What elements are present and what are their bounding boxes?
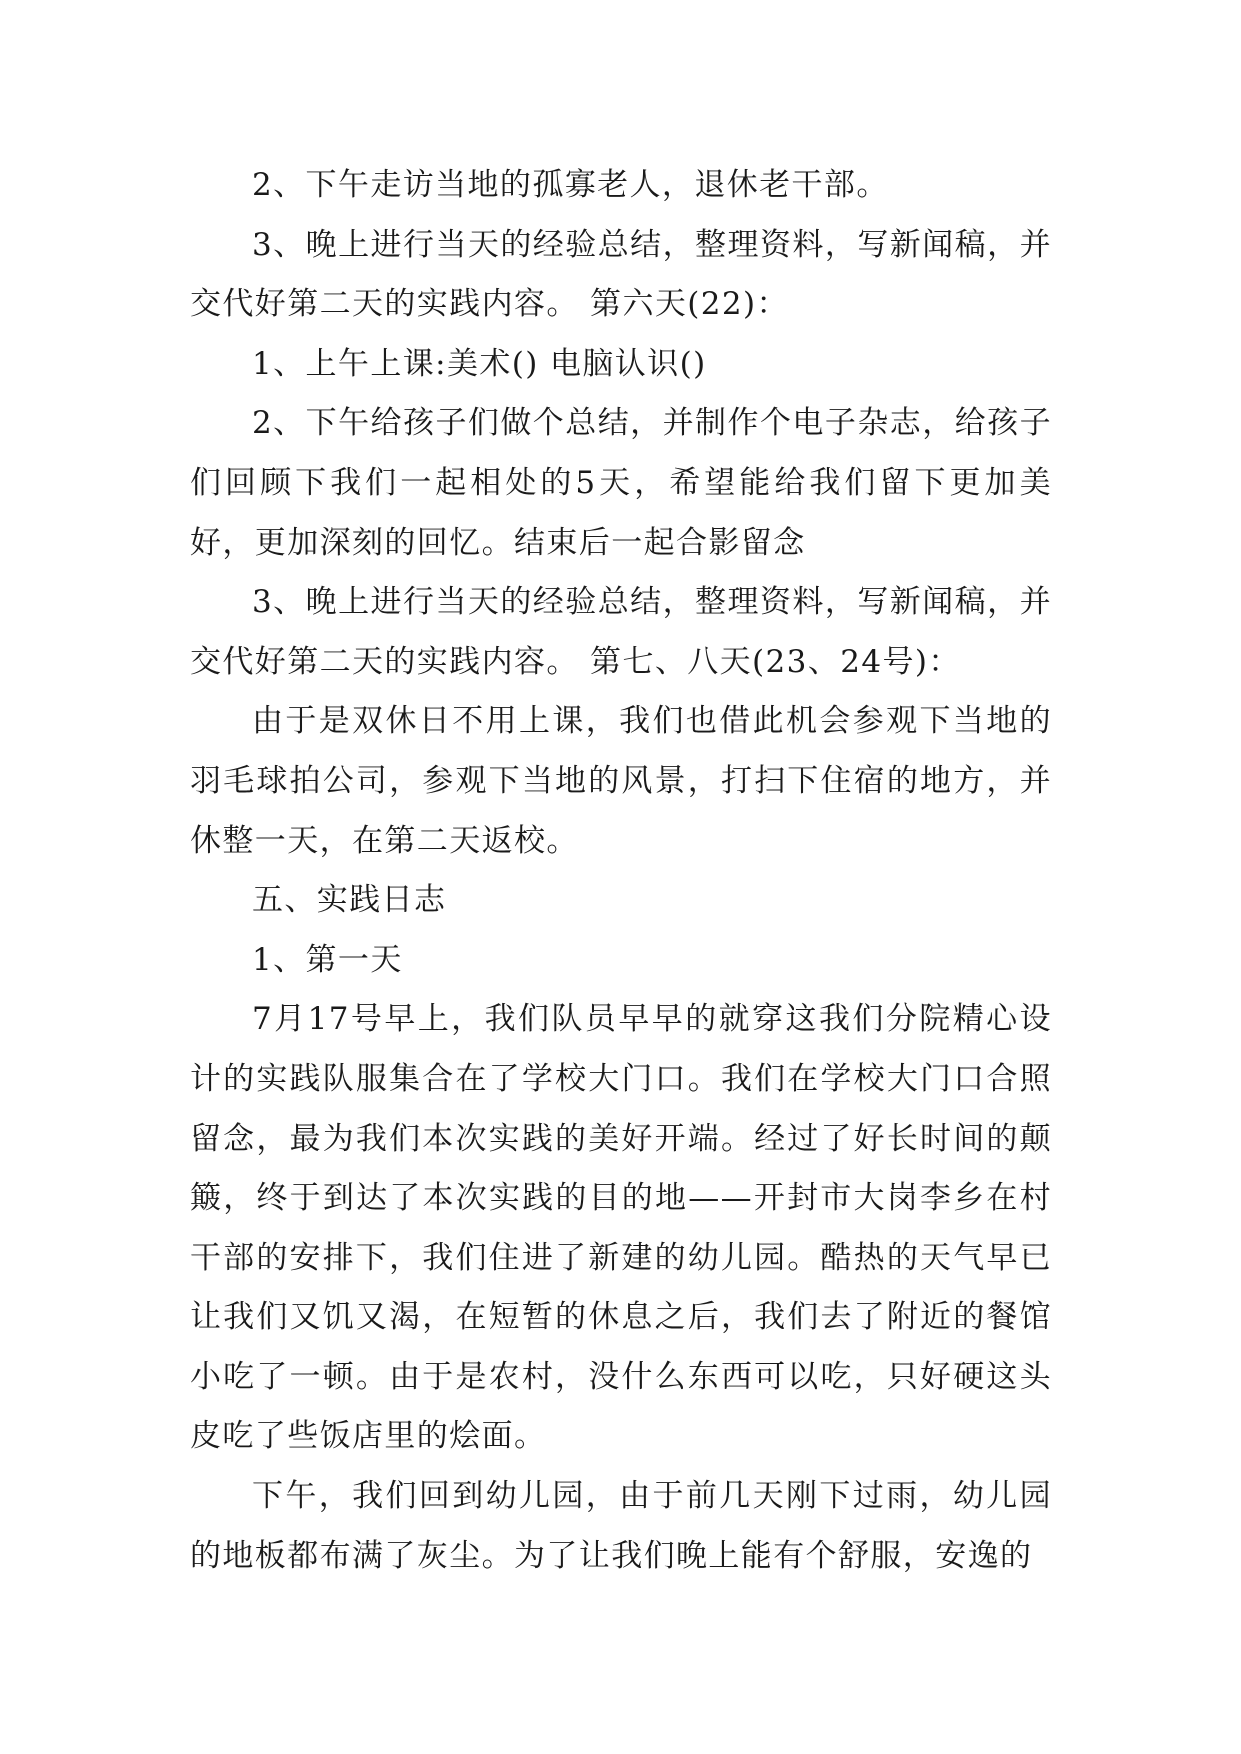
paragraph-weekend-plan: 由于是双休日不用上课，我们也借此机会参观下当地的羽毛球拍公司，参观下当地的风景，打扫下住宿的地方，并休整一天，在第二天返校。 (190, 703, 1052, 859)
subheading-day-one: 1、第一天 (252, 941, 403, 978)
paragraph-afternoon-visit: 2、下午走访当地的孤寡老人，退休老干部。 (252, 167, 889, 203)
paragraph-day-one-morning: 7月17号早上，我们队员早早的就穿这我们分院精心设计的实践队服集合在了学校大门口。我们在学校大门口合照留念，最为我们本次实践的美好开端。经过了好长时间的颠簸，终于到达了本次实践的目的地——开封市大岗李乡在村干部的安排下，我们住进了新建的幼儿园。酷热的天气早已让我们又饥又渴，在短暂的休息之后，我们去了附近的餐馆小吃了一顿。由于是农村，没什么东西可以吃，只好硬这头皮吃了些饭店里的烩面。 (190, 1001, 1052, 1455)
paragraph-day-one-afternoon: 下午，我们回到幼儿园，由于前几天刚下过雨，幼儿园的地板都布满了灰尘。为了让我们晚上能有个舒服，安逸的 (190, 1478, 1052, 1574)
paragraph-morning-class: 1、上午上课:美术() 电脑认识() (252, 345, 707, 382)
paragraph-evening-summary-day5: 3、晚上进行当天的经验总结，整理资料，写新闻稿，并交代好第二天的实践内容。 第六天(22)： (190, 226, 1052, 323)
paragraph-evening-summary-day6: 3、晚上进行当天的经验总结，整理资料，写新闻稿，并交代好第二天的实践内容。 第七、八天(23、24号)： (190, 584, 1052, 680)
document-body (190, 156, 1052, 1586)
paragraph-afternoon-summary: 2、下午给孩子们做个总结，并制作个电子杂志，给孩子们回顾下我们一起相处的5天，希望能给我们留下更加美好，更加深刻的回忆。结束后一起合影留念 (190, 405, 1052, 561)
section-heading-practice-log: 五、实践日志 (252, 882, 447, 919)
